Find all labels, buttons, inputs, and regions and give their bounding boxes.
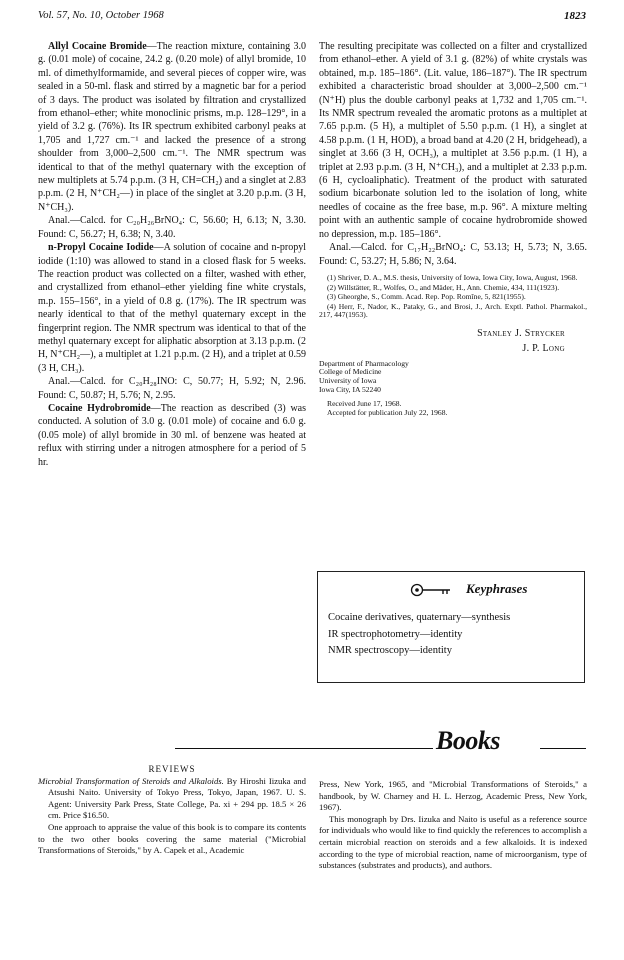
reference-item: (3) Gheorghe, S., Comm. Acad. Rep. Pop. Romîne, 5, 821(1955). xyxy=(327,292,526,302)
affiliation xyxy=(319,360,587,394)
reference-item: (2) Willstätter, R., Wolfes, O., and Mäder, H., Ann. Chemie, 434, 111(1923). xyxy=(327,282,560,292)
propyl-heading: n-Propyl Cocaine Iodide xyxy=(48,242,154,254)
right-column xyxy=(319,40,587,417)
book-citation xyxy=(38,776,306,822)
keyphrase-item: Cocaine derivatives, quaternary—synthesis xyxy=(328,612,511,623)
allyl-paragraph xyxy=(38,40,306,214)
page-number: 1823 xyxy=(564,10,586,22)
books-rule-right xyxy=(540,748,586,749)
keyphrase-item: NMR spectroscopy—identity xyxy=(328,645,452,656)
hydrobromide-paragraph xyxy=(38,402,306,469)
author-name: J. P. Long xyxy=(522,342,565,354)
books-rule xyxy=(175,748,433,749)
key-icon xyxy=(410,583,454,597)
reference-item: (4) Herr, F., Nador, K., Pataky, G., and Brosi, J., Arch. Exptl. Pathol. Pharmakol., 217, 447(1953). xyxy=(319,301,587,320)
book-details: By Hiroshi Iizuka and Atsushi Naito. University of Tokyo Press, Tokyo, Japan, 1967. U. S. Agent: University Park Press, State College, Pa. xi + 294 pp. 18.5 × 26 cm. Price $16.50. xyxy=(48,775,306,821)
journal-info: Vol. 57, No. 10, October 1968 xyxy=(38,10,164,21)
reference-item: (1) Shriver, D. A., M.S. thesis, University of Iowa, Iowa City, Iowa, August, 1968. xyxy=(327,272,578,282)
reviews-label: REVIEWS xyxy=(148,764,196,774)
allyl-analysis: Anal.—Calcd. for C₂₀H₂₆BrNO₄: C, 56.60; H, 6.13; N, 3.30. Found: C, 56.27; H, 6.38; N, 3.40. xyxy=(38,215,306,240)
review-paragraph: Press, New York, 1965, and "Microbial Transformations of Steroids," a handbook, by W. Charney and H. L. Herzog, Academic Press, New York, 1967). xyxy=(319,779,587,813)
keyphrases-list xyxy=(328,610,510,660)
propyl-analysis: Anal.—Calcd. for C₂₀H₂₈INO: C, 50.77; H, 5.92; N, 2.96. Found: C, 50.87; H, 5.76; N, 2.95. xyxy=(38,376,306,401)
books-left-column xyxy=(38,764,306,857)
affiliation-line: University of Iowa xyxy=(319,376,377,386)
affiliation-line: College of Medicine xyxy=(319,367,382,377)
books-section-title: Books xyxy=(436,726,500,755)
received-date: Received June 17, 1968. xyxy=(327,399,402,409)
keyphrases-box xyxy=(317,571,585,683)
propyl-body: —A solution of cocaine and n-propyl iodide (1:10) was allowed to stand in a closed flask for 5 weeks. The reaction product was collected on a filter, washed with ether, and crystallized from ethanol–ether yielding fine white crystals, m.p. 155–156°, in a yield of 0.8 g. (17%). The IR spectrum was nearly identical to that of the methyl quaternary except in the fingerprint region. The NMR spectrum was identical to that of the methyl quaternary except for aliphatic absorption at 3.13 p.p.m. (2 H, N⁺CH₂—), a multiplet at 1.21 p.p.m. (2 H), and a triplet at 0.59 (3 H, CH₃). xyxy=(38,242,306,374)
authors xyxy=(319,326,565,356)
keyphrases-header xyxy=(318,580,584,600)
accepted-date: Accepted for publication July 22, 1968. xyxy=(327,407,448,417)
keyphrases-title: Keyphrases xyxy=(466,581,528,596)
running-header xyxy=(38,10,586,26)
propyl-paragraph xyxy=(38,241,306,375)
review-paragraph: One approach to appraise the value of this book is to compare its contents to the two other books covering the same material ("Microbial Transformations of Steroids," by A. Capek et al., Academic xyxy=(38,821,306,856)
book-title: Microbial Transformation of Steroids and Alkaloids. xyxy=(38,775,224,786)
allyl-heading: Allyl Cocaine Bromide xyxy=(48,41,147,52)
books-right-column xyxy=(319,779,587,872)
author-name: Stanley J. Strycker xyxy=(477,327,565,339)
affiliation-line: Iowa City, IA 52240 xyxy=(319,384,381,394)
right-body: The resulting precipitate was collected on a filter and crystallized from ethanol–ether. A yield of 3.1 g. (82%) of white crystals was obtained, m.p. 185–186°. (Lit. value, 186–187°). The IR spectrum exhibited a characteristic broad shoulder at 3,000–2,500 cm.⁻¹ (N⁺H) plus the double carbonyl peaks at 1,732 and 1,705 cm.⁻¹. Its NMR spectrum revealed the aromatic protons as a multiplet at 7.65 p.p.m. (5 H), a multiplet of 5.50 p.p.m. (1 H), a singlet at 4.58 p.p.m. (1 H, HOD), a broad band at 4.20 (2 H, bridgehead), a singlet at 3.66 (3 H, OCH₃), a multiplet at 3.56 p.p.m. (1 H), a triplet at 2.93 p.p.m. (3 H, N⁺CH₃), and a multiplet at 2.33 p.p.m. (6 H, cycloaliphatic). Treatment of the product with saturated sodium bicarbonate solution led to the isolation of long, white needles of cocaine as the free base, m.p. 96°. A mixture melting point with an authentic sample of cocaine hydrobromide showed no depression, m.p. 185–186°. xyxy=(319,41,587,240)
affiliation-line: Department of Pharmacology xyxy=(319,358,409,368)
hydrobromide-body: —The reaction as described (3) was conducted. A solution of 3.0 g. (0.01 mole) of cocaine and 6.0 g. (0.05 mole) of allyl bromide in 30 ml. of benzene was heated at reflux with stirring under a nitrogen atmosphere for a period of 5 hr. xyxy=(38,402,306,468)
references xyxy=(319,274,587,320)
dates xyxy=(327,400,587,417)
right-analysis: Anal.—Calcd. for C₁₇H₂₂BrNO₄: C, 53.13; H, 5.73; N, 3.65. Found: C, 53.27; H, 5.86; N, 3.64. xyxy=(319,242,587,267)
left-column xyxy=(38,40,306,469)
review-paragraph: This monograph by Drs. Iizuka and Naito is useful as a reference source for individuals who would like to find quickly the references to accomplish a certain microbial reaction on steroids and a few alkaloids. It is indexed according to the type of microbial reaction, name of microorganism, type of substances (substrates and products), and authors. xyxy=(319,813,587,871)
hydrobromide-heading: Cocaine Hydrobromide xyxy=(48,402,151,414)
allyl-body: —The reaction mixture, containing 3.0 g. (0.01 mole) of cocaine, 24.2 g. (0.20 mole) of allyl bromide, 10 ml. of dimethylformamide, and several pieces of copper wire, was sealed in a 50-ml. flask and stirred by a magnetic bar for a period of 3 days. The product was isolated by filtration and crystallized from ethanol–ether; white monoclinic prisms, m.p. 128–129°, in a yield of 3.2 g. (76%). Its IR spectrum exhibited carbonyl peaks at 1,705 and 1,727 cm.⁻¹ and lacked the presence of a strong shoulder from 3,000–2,500 cm.⁻¹. The NMR spectrum was identical to that of the methyl quaternary with the exception of new multiplets at 5.74 p.p.m. (3 H, CH=CH₂) and a singlet at 2.83 p.p.m. (2 H, N⁺CH₂—) in place of the singlet at 3.20 p.p.m. (3 H, N⁺CH₃). xyxy=(38,41,306,213)
keyphrase-item: IR spectrophotometry—identity xyxy=(328,628,463,640)
